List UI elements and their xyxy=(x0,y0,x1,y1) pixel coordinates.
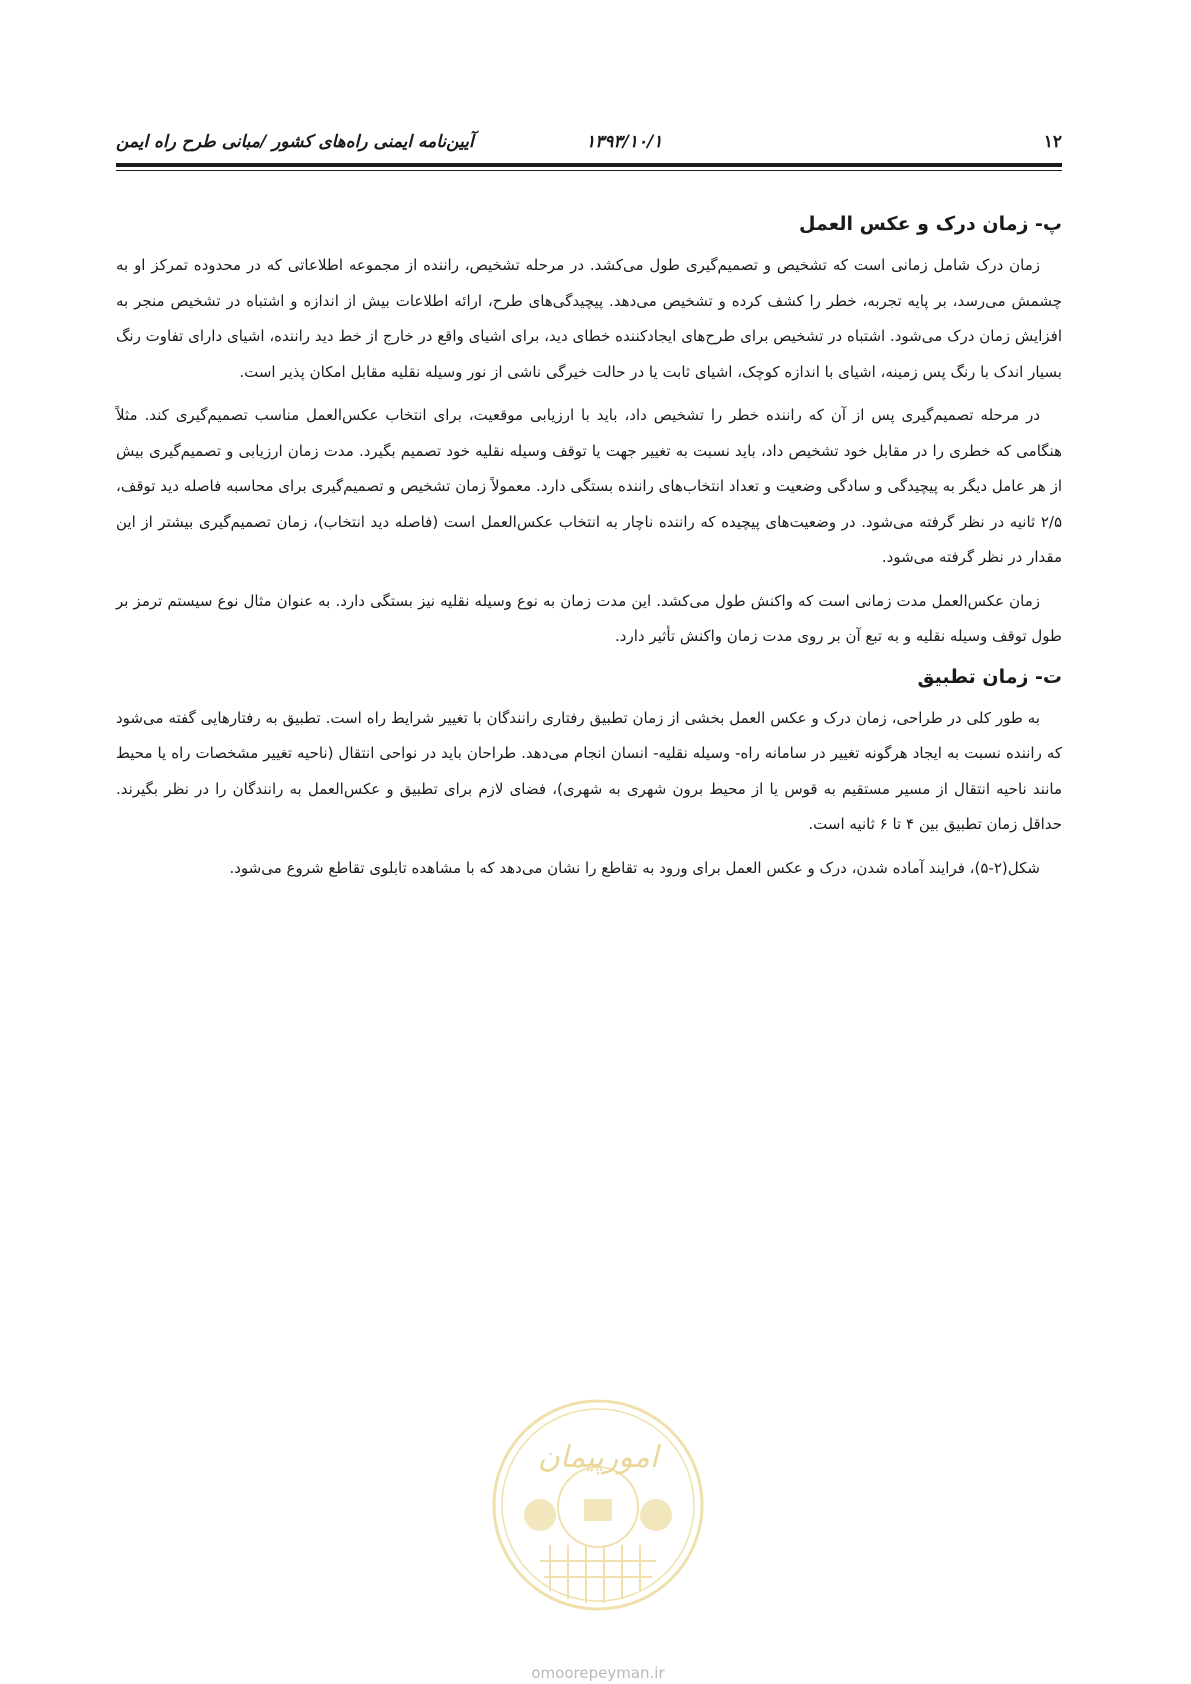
header-title: آیین‌نامه ایمنی راه‌های کشور /مبانی طرح راه ایمن xyxy=(116,132,474,152)
page-header xyxy=(116,128,1062,158)
paragraph: زمان عکس‌العمل مدت زمانی است که واکنش طول می‌کشد. این مدت زمان به نوع وسیله نقلیه نیز بستگی دارد. به عنوان مثال نوع سیستم ترمز بر طول توقف وسیله نقلیه و به تبع آن بر روی مدت زمان واکنش تأثیر دارد. xyxy=(116,591,1062,645)
watermark-logo-text: امورپیمان xyxy=(537,1440,659,1475)
section-heading: ت- زمان تطبیق xyxy=(917,665,1062,688)
paragraph: به طور کلی در طراحی، زمان درک و عکس العمل بخشی از زمان تطبیق رفتاری رانندگان با تغییر شرایط راه است. تطبیق به رفتارهایی گفته می‌شود که راننده نسبت به ایجاد هرگونه تغییر در سامانه راه- وسیله نقلیه- انسان انجام می‌دهد. طراحان باید در نواحی انتقال (ناحیه تغییر مشخصات راه یا محیط مانند ناحیه انتقال از مسیر مستقیم به قوس یا از محیط برون شهری به شهری)، فضای لازم برای تطبیق و عکس‌العمل به رانندگان را در نظر بگیرند. حداقل زمان تطبیق بین ۴ تا ۶ ثانیه است. xyxy=(116,708,1062,833)
section-adaptation-time xyxy=(116,663,1062,887)
watermark-url: omoorepeyman.ir xyxy=(531,1664,665,1682)
section-perception-reaction xyxy=(116,210,1062,655)
section-heading: پ- زمان درک و عکس العمل xyxy=(798,213,1062,235)
paragraph: شکل(۲-۵)، فرایند آماده شدن، درک و عکس العمل برای ورود به تقاطع را نشان می‌دهد که با مشاهده تابلوی تقاطع شروع می‌شود. xyxy=(229,858,1040,877)
header-rule-thin xyxy=(116,170,1062,171)
paragraph: در مرحله تصمیم‌گیری پس از آن که راننده خطر را تشخیص داد، باید با ارزیابی موقعیت، برای انتخاب عکس‌العمل مناسب تصمیم‌گیری کند. مثلاً هنگامی که خطری را در مقابل خود تشخیص داد، باید نسبت به تغییر جهت یا توقف وسیله نقلیه خود تصمیم بگیرد. مدت زمان ارزیابی و تصمیم‌گیری بیش از هر عامل دیگر به پیچیدگی و سادگی وضعیت و تعداد انتخاب‌های راننده بستگی دارد. معمولاً زمان تشخیص و تصمیم‌گیری برای محاسبه فاصله دید توقف، ۲/۵ ثانیه در نظر گرفته می‌شود. در وضعیت‌های پیچیده که راننده ناچار به انتخاب عکس‌العمل است (فاصله دید انتخاب)، زمان تصمیم‌گیری بیشتر از این مقدار در نظر گرفته می‌شود. xyxy=(116,406,1062,566)
header-rule-thick xyxy=(116,163,1062,167)
paragraph: زمان درک شامل زمانی است که تشخیص و تصمیم‌گیری طول می‌کشد. در مرحله تشخیص، راننده از مجموعه اطلاعاتی که در محدوده تمرکز او به چشمش می‌رسد، بر پایه تجربه، خطر را کشف کرده و تشخیص می‌دهد. پیچیدگی‌های طرح، ارائه اطلاعات بیش از اندازه و اشتباه در تشخیص منجر به افزایش زمان درک می‌شود. اشتباه در تشخیص برای طرح‌های ایجادکننده خطای دید، برای اشیای واقع در خارج از خط دید راننده، اشیای دارای تفاوت رنگ بسیار اندک با رنگ پس زمینه، اشیای با اندازه کوچک، اشیای ثابت یا در حالت خیرگی ناشی از نور وسیله نقلیه مقابل امکان پذیر است. xyxy=(116,256,1062,381)
page-content xyxy=(116,210,1062,894)
header-date: ۱۳۹۳/۱۰/۱ xyxy=(586,132,663,152)
page-number: ۱۲ xyxy=(1043,132,1062,152)
watermark-logo xyxy=(488,1395,708,1615)
